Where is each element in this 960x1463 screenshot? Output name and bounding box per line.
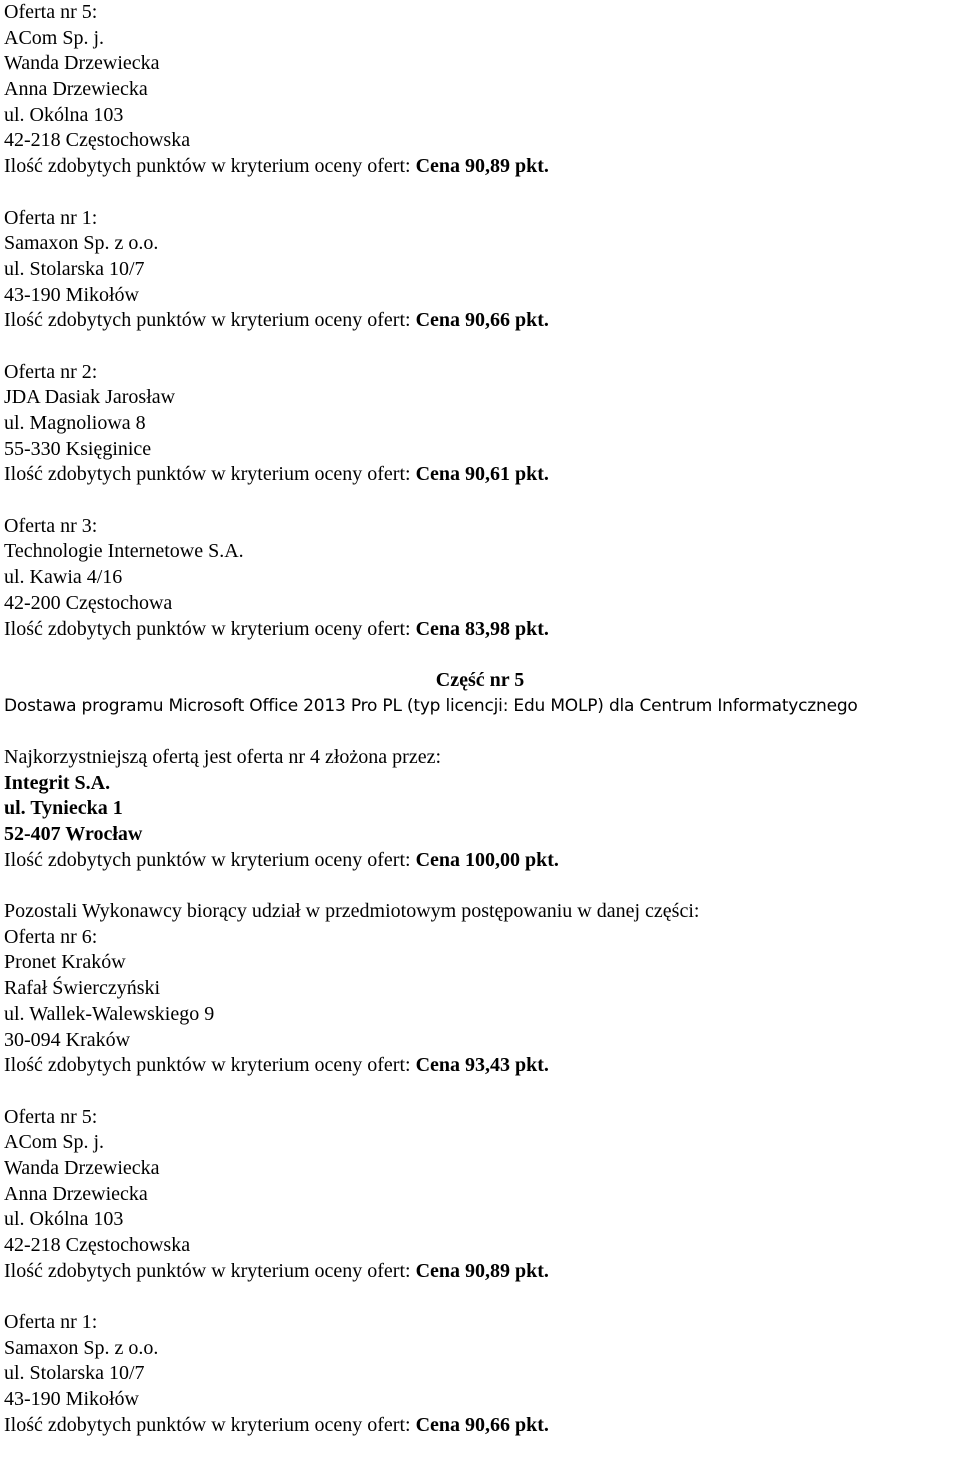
offer-block [4, 206, 956, 334]
score-label: Ilość zdobytych punktów w kryterium oceny ofert: [4, 617, 411, 640]
offer-header: Oferta nr 5: [4, 1, 98, 23]
offer-address-line: ul. Stolarska 10/7 [4, 1362, 145, 1385]
part-description: Dostawa programu Microsoft Office 2013 Pro PL (typ licencji: Edu MOLP) dla Centrum Informatycznego [4, 695, 858, 716]
offer-address-line: 43-190 Mikołów [4, 1388, 139, 1411]
offer-score [4, 308, 956, 334]
offer-address-line: ul. Wallek-Walewskiego 9 [4, 1002, 215, 1025]
offer-address-line: Samaxon Sp. z o.o. [4, 1336, 159, 1359]
spacer [4, 719, 956, 745]
best-offer-street: ul. Tyniecka 1 [4, 797, 123, 820]
score-value: Cena 100,00 pkt. [415, 848, 559, 871]
score-value: Cena 90,61 pkt. [415, 463, 549, 486]
offer-address-line: 30-094 Kraków [4, 1028, 131, 1051]
offer-block [4, 1310, 956, 1438]
score-label: Ilość zdobytych punktów w kryterium oceny ofert: [4, 463, 411, 486]
offer-header: Oferta nr 1: [4, 1311, 98, 1334]
offer-address-line: 42-200 Częstochowa [4, 591, 173, 614]
spacer [4, 1284, 956, 1310]
spacer [4, 334, 956, 360]
score-label: Ilość zdobytych punktów w kryterium oceny ofert: [4, 155, 411, 178]
offer-address-line: Pronet Kraków [4, 951, 126, 974]
offer-score [4, 1259, 956, 1285]
spacer [4, 488, 956, 514]
score-value: Cena 90,89 pkt. [415, 155, 549, 178]
offer-block [4, 514, 956, 642]
offers-list-top [4, 0, 956, 642]
spacer [4, 873, 956, 899]
offer-address-line: 42-218 Częstochowska [4, 1234, 191, 1256]
offer-address-line: Technologie Internetowe S.A. [4, 540, 244, 563]
score-value: Cena 90,89 pkt. [415, 1259, 549, 1282]
offer-address-line: Rafał Świerczyński [4, 977, 161, 1000]
offer-address-line: ul. Magnoliowa 8 [4, 412, 146, 434]
spacer [4, 642, 956, 668]
offer-score [4, 1053, 956, 1079]
other-bidders-intro: Pozostali Wykonawcy biorący udział w przedmiotowym postępowaniu w danej części: [4, 900, 700, 923]
score-label: Ilość zdobytych punktów w kryterium oceny ofert: [4, 1413, 411, 1436]
best-offer-company: Integrit S.A. [4, 771, 111, 794]
offer-address-line: 55-330 Księginice [4, 437, 152, 460]
best-offer-score [4, 848, 956, 874]
offer-header: Oferta nr 2: [4, 360, 98, 383]
offer-address-line: Anna Drzewiecka [4, 1182, 148, 1205]
score-label: Ilość zdobytych punktów w kryterium oceny ofert: [4, 1259, 411, 1282]
score-label: Ilość zdobytych punktów w kryterium oceny ofert: [4, 309, 411, 332]
offer-address-line: 42-218 Częstochowska [4, 129, 191, 152]
offer-address-line: ACom Sp. j. [4, 26, 105, 49]
offer-header: Oferta nr 3: [4, 514, 98, 537]
score-value: Cena 83,98 pkt. [415, 617, 549, 640]
offer-address-line: ACom Sp. j. [4, 1131, 105, 1154]
offer-address-line: Wanda Drzewiecka [4, 52, 160, 75]
offer-address-line: Wanda Drzewiecka [4, 1156, 160, 1179]
offer-score [4, 617, 956, 643]
offer-block [4, 360, 956, 488]
score-label: Ilość zdobytych punktów w kryterium oceny ofert: [4, 848, 411, 871]
offer-address-line: Anna Drzewiecka [4, 78, 148, 101]
offer-score [4, 154, 956, 180]
score-value: Cena 90,66 pkt. [415, 309, 549, 332]
score-value: Cena 90,66 pkt. [415, 1413, 549, 1436]
best-offer-city: 52-407 Wrocław [4, 823, 143, 845]
offer-address-line: ul. Okólna 103 [4, 103, 124, 126]
offer-address-line: ul. Kawia 4/16 [4, 566, 123, 589]
spacer [4, 1079, 956, 1105]
offer-address-line: 43-190 Mikołów [4, 283, 139, 306]
offer-block [4, 0, 956, 180]
offer-score [4, 1413, 956, 1439]
offer-address-line: ul. Stolarska 10/7 [4, 257, 145, 280]
offer-score [4, 462, 956, 488]
offer-header: Oferta nr 1: [4, 206, 98, 229]
document-page [4, 0, 956, 1439]
offer-header: Oferta nr 5: [4, 1105, 98, 1128]
offer-address-line: ul. Okólna 103 [4, 1208, 124, 1231]
offers-list-bottom [4, 925, 956, 1439]
offer-address-line: JDA Dasiak Jarosław [4, 386, 176, 409]
score-label: Ilość zdobytych punktów w kryterium oceny ofert: [4, 1054, 411, 1077]
best-offer-intro: Najkorzystniejszą ofertą jest oferta nr 4 złożona przez: [4, 745, 442, 768]
part-title: Część nr 5 [435, 668, 525, 691]
score-value: Cena 93,43 pkt. [415, 1054, 549, 1077]
offer-address-line: Samaxon Sp. z o.o. [4, 232, 159, 255]
offer-block [4, 1105, 956, 1285]
spacer [4, 180, 956, 206]
offer-block [4, 925, 956, 1079]
offer-header: Oferta nr 6: [4, 925, 98, 948]
